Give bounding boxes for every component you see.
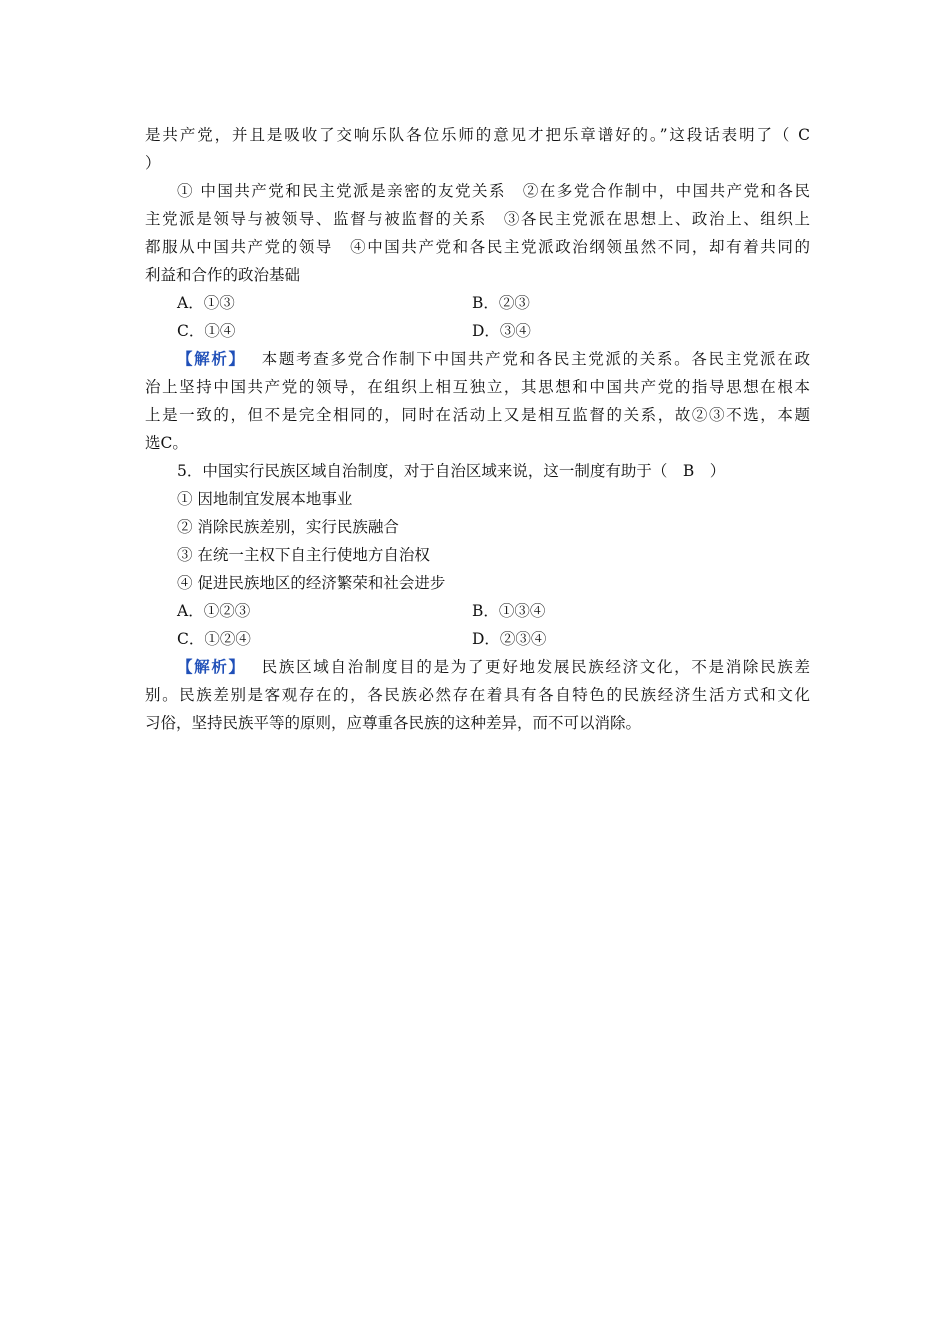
document-page	[145, 121, 810, 737]
q4-stem-line: 是共产党，并且是吸收了交响乐队各位乐师的意见才把乐章谱好的。”这段话表明了（ C	[145, 126, 810, 144]
q5-statement: ① 因地制宜发展本地事业	[177, 490, 353, 508]
q4-statement-line: 都服从中国共产党的领导 ④中国共产党和各民主党派政治纲领虽然不同，却有着共同的	[145, 238, 810, 256]
q5-analysis-line: 别。民族差别是客观存在的，各民族必然存在着具有各自特色的民族经济生活方式和文化	[145, 686, 810, 704]
q5-statement: ③ 在统一主权下自主行使地方自治权	[177, 546, 430, 564]
q5-option-d: D．②③④	[472, 630, 547, 648]
analysis-text: 本题考查多党合作制下中国共产党和各民主党派的关系。各民主党派在政	[261, 350, 810, 368]
q5-options-row	[145, 625, 810, 653]
q5-analysis-line: 习俗，坚持民族平等的原则，应尊重各民族的这种差异，而不可以消除。	[145, 714, 642, 732]
q4-statement-line: 主党派是领导与被领导、监督与被监督的关系 ③各民主党派在思想上、政治上、组织上	[145, 210, 810, 228]
q5-statement: ② 消除民族差别，实行民族融合	[177, 518, 399, 536]
analysis-tag: 【解析】	[177, 657, 246, 676]
q5-analysis-line	[145, 653, 810, 681]
q4-option-a: A．①③	[177, 294, 235, 312]
q4-analysis-line: 上是一致的，但不是完全相同的，同时在活动上又是相互监督的关系，故②③不选，本题	[145, 406, 810, 424]
analysis-text: 民族区域自治制度目的是为了更好地发展民族经济文化，不是消除民族差	[261, 658, 810, 676]
q4-options-row	[145, 289, 810, 317]
q4-analysis-line: 选C。	[145, 434, 188, 452]
q5-options-row	[145, 597, 810, 625]
q4-option-c: C．①④	[177, 322, 236, 340]
q5-statement: ④ 促进民族地区的经济繁荣和社会进步	[177, 574, 446, 592]
q4-option-b: B．②③	[472, 294, 530, 312]
q4-option-d: D．③④	[472, 322, 531, 340]
q5-option-c: C．①②④	[177, 630, 251, 648]
q5-stem: 5．中国实行民族区域自治制度，对于自治区域来说，这一制度有助于（ B ）	[177, 462, 726, 480]
q4-stem-line: ）	[145, 154, 161, 172]
q4-analysis-line	[145, 345, 810, 373]
q4-statement-line: 利益和合作的政治基础	[145, 266, 301, 284]
q4-options-row	[145, 317, 810, 345]
q4-analysis-line: 治上坚持中国共产党的领导，在组织上相互独立，其思想和中国共产党的指导思想在根本	[145, 378, 810, 396]
q5-option-b: B．①③④	[472, 602, 546, 620]
q4-statement-line: ① 中国共产党和民主党派是亲密的友党关系 ②在多党合作制中，中国共产党和各民	[177, 182, 810, 200]
q5-option-a: A．①②③	[177, 602, 251, 620]
analysis-tag: 【解析】	[177, 349, 246, 368]
